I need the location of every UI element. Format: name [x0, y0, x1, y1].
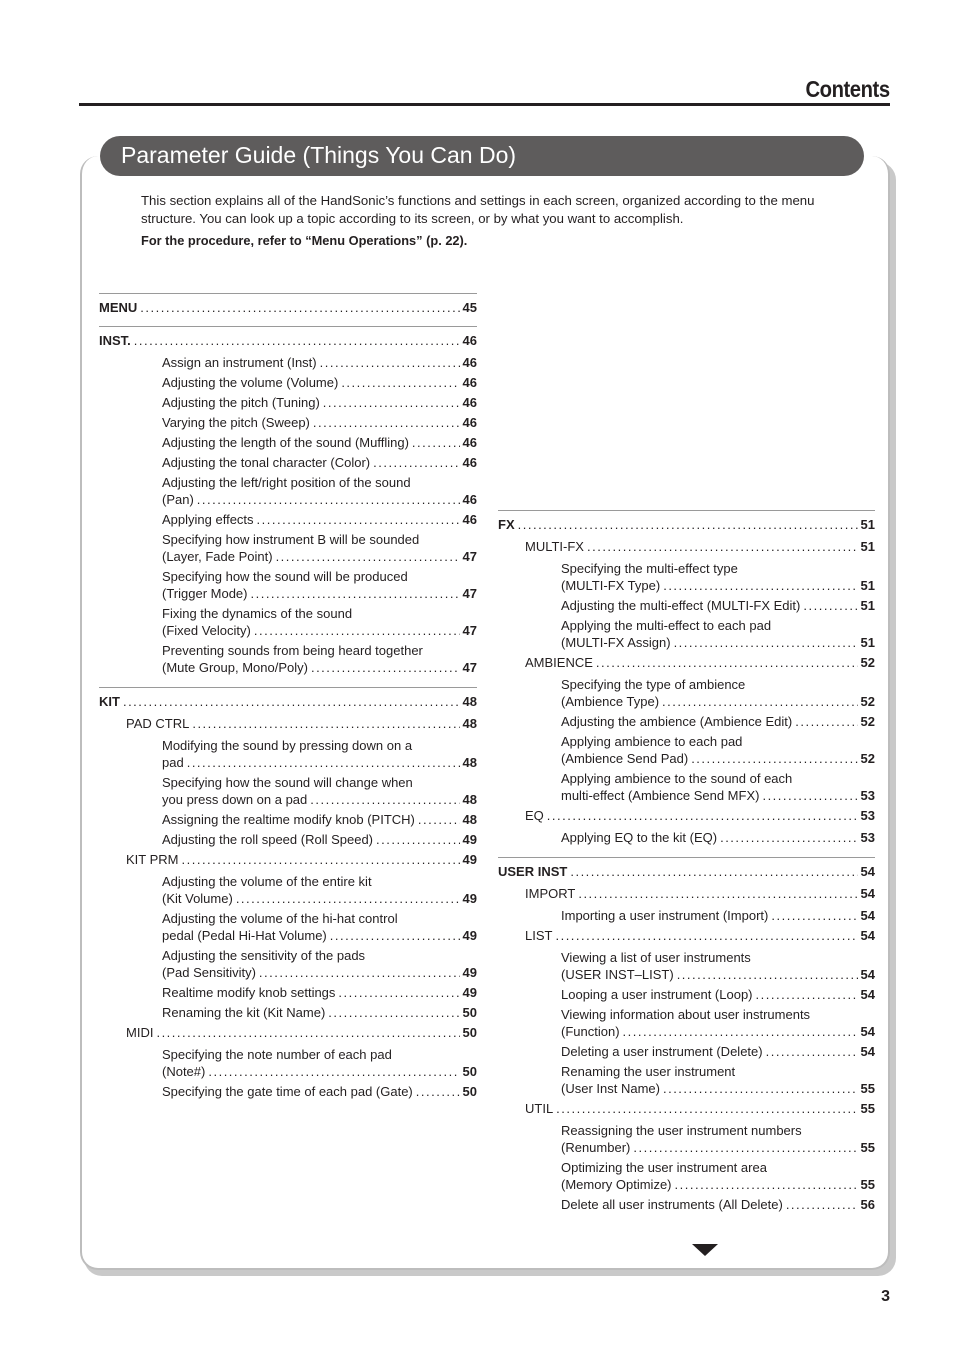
- toc-entry-label: (Fixed Velocity): [162, 623, 251, 638]
- toc-util[interactable]: [498, 1100, 875, 1117]
- toc-page-number: 48: [462, 792, 477, 807]
- toc-entry-label: (Kit Volume): [162, 891, 233, 906]
- toc-entry-label: Adjusting the volume (Volume): [162, 375, 339, 390]
- toc-inst-item: [99, 531, 477, 565]
- toc-entry-label: pedal (Pedal Hi-Hat Volume): [162, 928, 327, 943]
- leader-dots: [182, 851, 460, 868]
- toc-entry-label: (Note#): [162, 1064, 206, 1079]
- leader-dots: [276, 548, 460, 565]
- toc-page-number: 55: [860, 1177, 875, 1192]
- toc-list-item: [498, 1063, 875, 1097]
- toc-page-number: 55: [860, 1081, 875, 1096]
- toc-entry-label: INST.: [99, 333, 131, 348]
- toc-entry-label: pad: [162, 755, 184, 770]
- toc-entry-label: LIST: [525, 928, 553, 943]
- toc-page-number: 55: [860, 1140, 875, 1155]
- toc-kit-prm-entry[interactable]: [99, 890, 477, 907]
- leader-dots: [756, 986, 858, 1003]
- leader-dots: [803, 597, 857, 614]
- toc-page-number: 46: [462, 492, 477, 507]
- toc-page-number: 46: [462, 333, 477, 348]
- toc-right-column: [498, 510, 875, 1216]
- leader-dots: [123, 693, 460, 710]
- leader-dots: [623, 1023, 858, 1040]
- leader-dots: [720, 829, 857, 846]
- toc-page-number: 49: [462, 891, 477, 906]
- toc-ambience-item: [498, 676, 875, 710]
- toc-pad-ctrl-entry[interactable]: [99, 831, 477, 848]
- toc-entry-label: Realtime modify knob settings: [162, 985, 336, 1000]
- toc-entry-label: MIDI: [126, 1025, 154, 1040]
- toc-page-number: 47: [462, 660, 477, 675]
- toc-entry-label: (Trigger Mode): [162, 586, 248, 601]
- toc-inst-entry[interactable]: [99, 394, 477, 411]
- toc-util-entry[interactable]: [498, 1176, 875, 1193]
- toc-entry-label-line: Viewing a list of user instruments: [561, 950, 751, 965]
- toc-entry-label-line: Viewing information about user instruments: [561, 1007, 811, 1022]
- toc-page-number: 48: [462, 694, 477, 709]
- leader-dots: [208, 1063, 459, 1080]
- toc-page-number: 54: [860, 967, 875, 982]
- toc-inst-entry[interactable]: [99, 548, 477, 565]
- leader-dots: [547, 807, 858, 824]
- toc-list[interactable]: [498, 927, 875, 944]
- leader-dots: [556, 1100, 857, 1117]
- toc-inst-entry[interactable]: [99, 659, 477, 676]
- toc-entry-label: Adjusting the length of the sound (Muffling): [162, 435, 409, 450]
- toc-list-entry[interactable]: [498, 1080, 875, 1097]
- toc-entry-label: Assign an instrument (Inst): [162, 355, 317, 370]
- toc-entry-label: PAD CTRL: [126, 716, 190, 731]
- toc-kit-prm-item: [99, 947, 477, 981]
- toc-page-number: 50: [462, 1084, 477, 1099]
- toc-inst-entry[interactable]: [99, 434, 477, 451]
- toc-kit-prm[interactable]: [99, 851, 477, 868]
- toc-page-number: 49: [462, 832, 477, 847]
- toc-list-item: [498, 986, 875, 1003]
- toc-menu: [99, 293, 477, 315]
- toc-entry-label-line: Specifying how instrument B will be sounded: [162, 532, 420, 547]
- toc-entry-label-line: Adjusting the volume of the entire kit: [162, 874, 372, 889]
- toc-entry-label: FX: [498, 517, 515, 532]
- toc-entry-label: (Function): [561, 1024, 620, 1039]
- toc-inst-item: [99, 434, 477, 451]
- toc-page-number: 46: [462, 512, 477, 527]
- toc-inst-item: [99, 394, 477, 411]
- toc-entry-label: Assigning the realtime modify knob (PITCH): [162, 812, 415, 827]
- toc-list-item: [498, 949, 875, 983]
- toc-entry-label-line: Reassigning the user instrument numbers: [561, 1123, 802, 1138]
- toc-inst-entry[interactable]: [99, 414, 477, 431]
- toc-inst-entry[interactable]: [99, 454, 477, 471]
- leader-dots: [570, 863, 857, 880]
- toc-entry-label: Adjusting the pitch (Tuning): [162, 395, 320, 410]
- leader-dots: [587, 538, 858, 555]
- toc-left-column: [99, 293, 477, 1103]
- toc-eq[interactable]: [498, 807, 875, 824]
- toc-kit-prm-item: [99, 1004, 477, 1021]
- toc-entry-label: Applying EQ to the kit (EQ): [561, 830, 718, 845]
- toc-entry-label: Adjusting the multi-effect (MULTI-FX Edit): [561, 598, 801, 613]
- toc-page-number: 45: [462, 300, 477, 315]
- leader-dots: [518, 516, 858, 533]
- toc-entry-label: (Pan): [162, 492, 194, 507]
- toc-page-number: 46: [462, 395, 477, 410]
- toc-entry-label-line: Renaming the user instrument: [561, 1064, 736, 1079]
- toc-ambience-entry[interactable]: [498, 693, 875, 710]
- toc-entry-label: USER INST: [498, 864, 568, 879]
- toc-inst-item: [99, 642, 477, 676]
- toc-midi-entry[interactable]: [99, 1063, 477, 1080]
- toc-entry-label: KIT PRM: [126, 852, 179, 867]
- toc-list-entry[interactable]: [498, 1043, 875, 1060]
- toc-entry-label: you press down on a pad: [162, 792, 308, 807]
- toc-kit-prm-item: [99, 873, 477, 907]
- toc-entry-label: Adjusting the tonal character (Color): [162, 455, 371, 470]
- toc-inst-entry[interactable]: [99, 585, 477, 602]
- toc-entry-label-line: Optimizing the user instrument area: [561, 1160, 767, 1175]
- toc-entry-label-line: Adjusting the left/right position of the sound: [162, 475, 411, 490]
- section-title: Parameter Guide (Things You Can Do): [121, 142, 517, 168]
- toc-entry-label: Looping a user instrument (Loop): [561, 987, 753, 1002]
- toc-kit: [99, 687, 477, 709]
- leader-dots: [341, 374, 459, 391]
- toc-page-number: 54: [860, 928, 875, 943]
- toc-page-number: 54: [860, 864, 875, 879]
- toc-inst-item: [99, 511, 477, 528]
- toc-inst-entry[interactable]: [99, 511, 477, 528]
- toc-entry-label: (Layer, Fade Point): [162, 549, 273, 564]
- toc-page-number: 54: [860, 1024, 875, 1039]
- leader-dots: [416, 1083, 460, 1100]
- toc-pad-ctrl-entry[interactable]: [99, 754, 477, 771]
- toc-pad-ctrl-item: [99, 811, 477, 828]
- toc-midi-entry[interactable]: [99, 1083, 477, 1100]
- toc-entry-label: Importing a user instrument (Import): [561, 908, 769, 923]
- toc-ambience-item: [498, 770, 875, 804]
- continue-arrow-icon: [692, 1244, 718, 1256]
- toc-entry-label-line: Adjusting the volume of the hi-hat control: [162, 911, 398, 926]
- toc-entry-label: Applying effects: [162, 512, 254, 527]
- toc-entry-label: (MULTI-FX Assign): [561, 635, 671, 650]
- toc-entry-label-line: Specifying how the sound will be produced: [162, 569, 408, 584]
- leader-dots: [771, 907, 857, 924]
- toc-page-number: 50: [462, 1005, 477, 1020]
- toc-page-number: 46: [462, 355, 477, 370]
- toc-util-entry[interactable]: [498, 1139, 875, 1156]
- toc-util-item: [498, 1122, 875, 1156]
- toc-page-number: 52: [860, 751, 875, 766]
- toc-entry-label-line: Adjusting the sensitivity of the pads: [162, 948, 366, 963]
- toc-page-number: 49: [462, 985, 477, 1000]
- page-header-title: Contents: [805, 76, 890, 102]
- leader-dots: [311, 659, 460, 676]
- toc-midi[interactable]: [99, 1024, 477, 1041]
- toc-ambience-entry[interactable]: [498, 713, 875, 730]
- toc-kit-prm-entry[interactable]: [99, 984, 477, 1001]
- leader-dots: [418, 811, 460, 828]
- toc-page-number: 49: [462, 965, 477, 980]
- toc-page-number: 47: [462, 549, 477, 564]
- toc-page-number: 52: [860, 714, 875, 729]
- toc-util-item: [498, 1196, 875, 1213]
- toc-inst-entry[interactable]: [99, 374, 477, 391]
- toc-kit-prm-entry[interactable]: [99, 1004, 477, 1021]
- toc-page-number: 54: [860, 886, 875, 901]
- toc-page-number: 50: [462, 1025, 477, 1040]
- toc-inst-item: [99, 354, 477, 371]
- toc-entry-label: (Renumber): [561, 1140, 631, 1155]
- toc-pad-ctrl-entry[interactable]: [99, 791, 477, 808]
- toc-multi-fx-entry[interactable]: [498, 634, 875, 651]
- toc-fx: [498, 510, 875, 532]
- toc-page-number: 48: [462, 812, 477, 827]
- leader-dots: [320, 354, 460, 371]
- leader-dots: [677, 966, 858, 983]
- leader-dots: [662, 693, 858, 710]
- toc-entry-label: (USER INST–LIST): [561, 967, 674, 982]
- leader-dots: [250, 585, 459, 602]
- toc-kit-entry[interactable]: [99, 693, 477, 710]
- toc-page-number: 51: [860, 635, 875, 650]
- toc-page-number: 51: [860, 539, 875, 554]
- leader-dots: [663, 577, 857, 594]
- toc-util-item: [498, 1159, 875, 1193]
- toc-entry-label: (MULTI-FX Type): [561, 578, 661, 593]
- toc-multi-fx-item: [498, 617, 875, 651]
- toc-entry-label-line: Applying ambience to each pad: [561, 734, 743, 749]
- toc-kit-prm-entry[interactable]: [99, 964, 477, 981]
- toc-page-number: 51: [860, 598, 875, 613]
- leader-dots: [313, 414, 460, 431]
- toc-fx-entry[interactable]: [498, 516, 875, 533]
- toc-page-number: 51: [860, 517, 875, 532]
- toc-eq-entry[interactable]: [498, 829, 875, 846]
- toc-midi-item: [99, 1083, 477, 1100]
- toc-page-number: 46: [462, 435, 477, 450]
- leader-dots: [330, 927, 460, 944]
- leader-dots: [338, 984, 459, 1001]
- leader-dots: [373, 454, 459, 471]
- toc-entry-label: (Memory Optimize): [561, 1177, 672, 1192]
- leader-dots: [663, 1080, 858, 1097]
- leader-dots: [675, 1176, 858, 1193]
- toc-entry-label: KIT: [99, 694, 120, 709]
- toc-page-number: 46: [462, 375, 477, 390]
- toc-multi-fx-item: [498, 597, 875, 614]
- toc-entry-label-line: Applying the multi-effect to each pad: [561, 618, 772, 633]
- toc-ambience-entry[interactable]: [498, 750, 875, 767]
- toc-kit-prm-item: [99, 984, 477, 1001]
- toc-inst-item: [99, 474, 477, 508]
- toc-entry-label: Delete all user instruments (All Delete): [561, 1197, 783, 1212]
- toc-entry-label: MULTI-FX: [525, 539, 584, 554]
- toc-page-number: 49: [462, 928, 477, 943]
- toc-kit-prm-entry[interactable]: [99, 927, 477, 944]
- leader-dots: [578, 885, 857, 902]
- toc-entry-label: UTIL: [525, 1101, 554, 1116]
- toc-pad-ctrl[interactable]: [99, 715, 477, 732]
- leader-dots: [596, 654, 858, 671]
- toc-pad-ctrl-entry[interactable]: [99, 811, 477, 828]
- toc-page-number: 54: [860, 987, 875, 1002]
- toc-page-number: 48: [462, 716, 477, 731]
- toc-inst-entry[interactable]: [99, 332, 477, 349]
- toc-entry-label: MENU: [99, 300, 138, 315]
- toc-user-inst-entry[interactable]: [498, 863, 875, 880]
- toc-entry-label-line: Specifying the note number of each pad: [162, 1047, 392, 1062]
- toc-multi-fx-entry[interactable]: [498, 597, 875, 614]
- toc-user-inst: [498, 857, 875, 879]
- toc-entry-label: (Pad Sensitivity): [162, 965, 256, 980]
- toc-list-item: [498, 1043, 875, 1060]
- toc-util-entry[interactable]: [498, 1196, 875, 1213]
- toc-entry-label-line: Preventing sounds from being heard together: [162, 643, 423, 658]
- toc-list-entry[interactable]: [498, 986, 875, 1003]
- leader-dots: [310, 791, 459, 808]
- toc-entry-label: multi-effect (Ambience Send MFX): [561, 788, 760, 803]
- toc-entry-label-line: Specifying the type of ambience: [561, 677, 746, 692]
- leader-dots: [555, 927, 857, 944]
- leader-dots: [786, 1196, 858, 1213]
- toc-entry-label-line: Applying ambience to the sound of each: [561, 771, 793, 786]
- leader-dots: [674, 634, 858, 651]
- toc-entry-label: (Mute Group, Mono/Poly): [162, 660, 308, 675]
- toc-list-entry[interactable]: [498, 966, 875, 983]
- toc-entry-label: Renaming the kit (Kit Name): [162, 1005, 326, 1020]
- toc-page-number: 47: [462, 586, 477, 601]
- toc-page-number: 48: [462, 755, 477, 770]
- toc-entry-label-line: Specifying the multi-effect type: [561, 561, 738, 576]
- toc-import-entry[interactable]: [498, 907, 875, 924]
- toc-inst-entry[interactable]: [99, 354, 477, 371]
- toc-pad-ctrl-item: [99, 831, 477, 848]
- leader-dots: [412, 434, 460, 451]
- toc-inst-item: [99, 605, 477, 639]
- toc-page-number: 49: [462, 852, 477, 867]
- leader-dots: [197, 491, 460, 508]
- toc-ambience-entry[interactable]: [498, 787, 875, 804]
- toc-pad-ctrl-item: [99, 774, 477, 808]
- toc-inst-entry[interactable]: [99, 622, 477, 639]
- toc-entry-label: Adjusting the roll speed (Roll Speed): [162, 832, 374, 847]
- toc-entry-label: EQ: [525, 808, 544, 823]
- toc-ambience-item: [498, 733, 875, 767]
- toc-page-number: 53: [860, 808, 875, 823]
- toc-page-number: 51: [860, 578, 875, 593]
- leader-dots: [766, 1043, 858, 1060]
- toc-multi-fx[interactable]: [498, 538, 875, 555]
- toc-inst-item: [99, 374, 477, 391]
- leader-dots: [323, 394, 460, 411]
- toc-page-number: 54: [860, 908, 875, 923]
- leader-dots: [633, 1139, 857, 1156]
- toc-inst-item: [99, 568, 477, 602]
- toc-inst-item: [99, 414, 477, 431]
- toc-entry-label: IMPORT: [525, 886, 576, 901]
- toc-page-number: 46: [462, 455, 477, 470]
- page-number: 3: [881, 1288, 890, 1305]
- toc-page-number: 56: [860, 1197, 875, 1212]
- toc-page-number: 54: [860, 1044, 875, 1059]
- toc-entry-label: (Ambience Send Pad): [561, 751, 689, 766]
- leader-dots: [254, 622, 460, 639]
- leader-dots: [762, 787, 857, 804]
- toc-entry-label: Varying the pitch (Sweep): [162, 415, 310, 430]
- toc-page-number: 46: [462, 415, 477, 430]
- leader-dots: [376, 831, 460, 848]
- toc-entry-label: (User Inst Name): [561, 1081, 660, 1096]
- leader-dots: [257, 511, 460, 528]
- toc-page-number: 50: [462, 1064, 477, 1079]
- header-rule: [79, 103, 890, 106]
- toc-page-number: 55: [860, 1101, 875, 1116]
- leader-dots: [236, 890, 460, 907]
- toc-import[interactable]: [498, 885, 875, 902]
- toc-entry-label: AMBIENCE: [525, 655, 593, 670]
- leader-dots: [140, 299, 459, 316]
- leader-dots: [192, 715, 459, 732]
- toc-entry-label: (Ambience Type): [561, 694, 660, 709]
- toc-menu-entry[interactable]: [99, 299, 477, 316]
- intro-reference: For the procedure, refer to “Menu Operations” (p. 22).: [141, 233, 468, 248]
- toc-ambience-item: [498, 713, 875, 730]
- toc-entry-label: Deleting a user instrument (Delete): [561, 1044, 763, 1059]
- leader-dots: [134, 332, 460, 349]
- toc-midi-item: [99, 1046, 477, 1080]
- toc-import-item: [498, 907, 875, 924]
- toc-pad-ctrl-item: [99, 737, 477, 771]
- toc-page-number: 52: [860, 655, 875, 670]
- toc-ambience[interactable]: [498, 654, 875, 671]
- toc-page-number: 52: [860, 694, 875, 709]
- toc-list-item: [498, 1006, 875, 1040]
- toc-entry-label-line: Specifying how the sound will change when: [162, 775, 413, 790]
- leader-dots: [328, 1004, 459, 1021]
- leader-dots: [187, 754, 460, 771]
- toc-entry-label: Specifying the gate time of each pad (Gate): [162, 1084, 413, 1099]
- toc-multi-fx-entry[interactable]: [498, 577, 875, 594]
- toc-list-entry[interactable]: [498, 1023, 875, 1040]
- toc-kit-prm-item: [99, 910, 477, 944]
- leader-dots: [795, 713, 857, 730]
- leader-dots: [156, 1024, 459, 1041]
- intro-text: This section explains all of the HandSonic’s functions and settings in each screen, organized according to the menu structure. You can look up a topic according to its screen, or by what you want to accomplish.: [141, 193, 815, 226]
- toc-entry-label-line: Fixing the dynamics of the sound: [162, 606, 353, 621]
- toc-inst-entry[interactable]: [99, 491, 477, 508]
- toc-inst: [99, 326, 477, 348]
- toc-entry-label-line: Modifying the sound by pressing down on a: [162, 738, 413, 753]
- toc-inst-item: [99, 454, 477, 471]
- toc-eq-item: [498, 829, 875, 846]
- toc-page-number: 47: [462, 623, 477, 638]
- leader-dots: [259, 964, 460, 981]
- leader-dots: [691, 750, 857, 767]
- toc-page-number: 53: [860, 830, 875, 845]
- toc-entry-label: Adjusting the ambience (Ambience Edit): [561, 714, 793, 729]
- toc-page-number: 53: [860, 788, 875, 803]
- toc-multi-fx-item: [498, 560, 875, 594]
